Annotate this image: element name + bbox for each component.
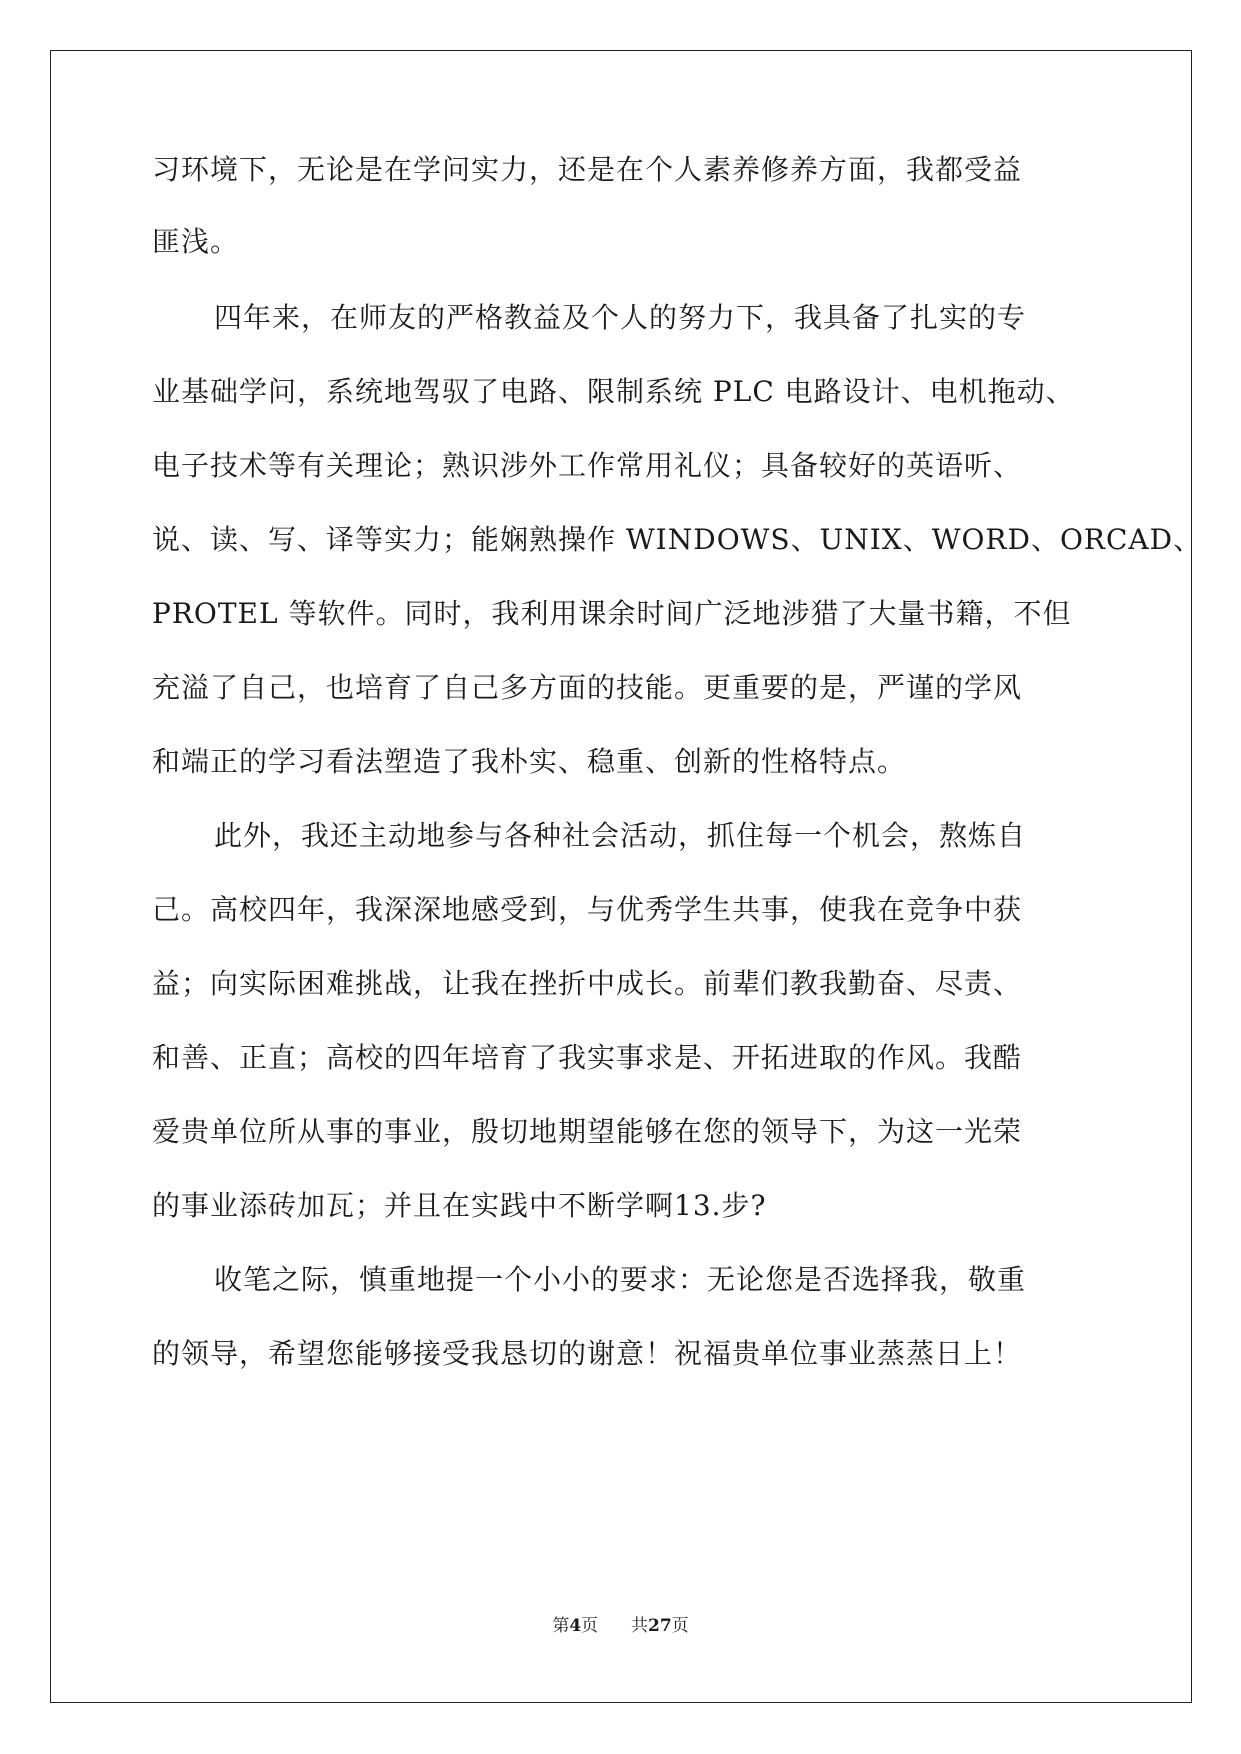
text-line: 业基础学问，系统地驾驭了电路、限制系统 PLC 电路设计、电机拖动、 <box>152 375 1075 408</box>
page-footer <box>0 1615 1241 1637</box>
text-line: 的事业添砖加瓦；并且在实践中不断学啊13.步? <box>152 1189 767 1222</box>
text-line: 爱贵单位所从事的事业，殷切地期望能够在您的领导下，为这一光荣 <box>152 1115 1023 1148</box>
text-line: 说、读、写、译等实力；能娴熟操作 WINDOWS、UNIX、WORD、ORCAD、 <box>152 523 1203 556</box>
paragraph-start-line: 四年来，在师友的严格教益及个人的努力下，我具备了扎实的专 <box>214 301 1027 334</box>
total-pages-label: 共27页 <box>630 1616 689 1636</box>
total-pages: 27 <box>647 1616 672 1636</box>
text-line: 己。高校四年，我深深地感受到，与优秀学生共事，使我在竞争中获 <box>152 893 1023 926</box>
page-number: 4 <box>569 1616 582 1636</box>
text-line: 的领导，希望您能够接受我恳切的谢意！祝福贵单位事业蒸蒸日上！ <box>152 1337 1023 1370</box>
text-line: 电子技术等有关理论；熟识涉外工作常用礼仪；具备较好的英语听、 <box>152 449 1023 482</box>
text-line: 充溢了自己，也培育了自己多方面的技能。更重要的是，严谨的学风 <box>152 671 1023 704</box>
text-line: 匪浅。 <box>152 225 240 258</box>
text-line: 和善、正直；高校的四年培育了我实事求是、开拓进取的作风。我酷 <box>152 1041 1023 1074</box>
page-number-label: 第4页 <box>552 1616 599 1636</box>
page-border <box>50 50 1192 1703</box>
text-line: 和端正的学习看法塑造了我朴实、稳重、创新的性格特点。 <box>152 745 907 778</box>
text-line: PROTEL 等软件。同时，我利用课余时间广泛地涉猎了大量书籍，不但 <box>152 597 1072 630</box>
text-line: 习环境下，无论是在学问实力，还是在个人素养修养方面，我都受益 <box>152 153 1023 186</box>
paragraph-start-line: 此外，我还主动地参与各种社会活动，抓住每一个机会，熬炼自 <box>214 819 1027 852</box>
text-line: 益；向实际困难挑战，让我在挫折中成长。前辈们教我勤奋、尽责、 <box>152 967 1023 1000</box>
paragraph-start-line: 收笔之际，慎重地提一个小小的要求：无论您是否选择我，敬重 <box>214 1263 1027 1296</box>
